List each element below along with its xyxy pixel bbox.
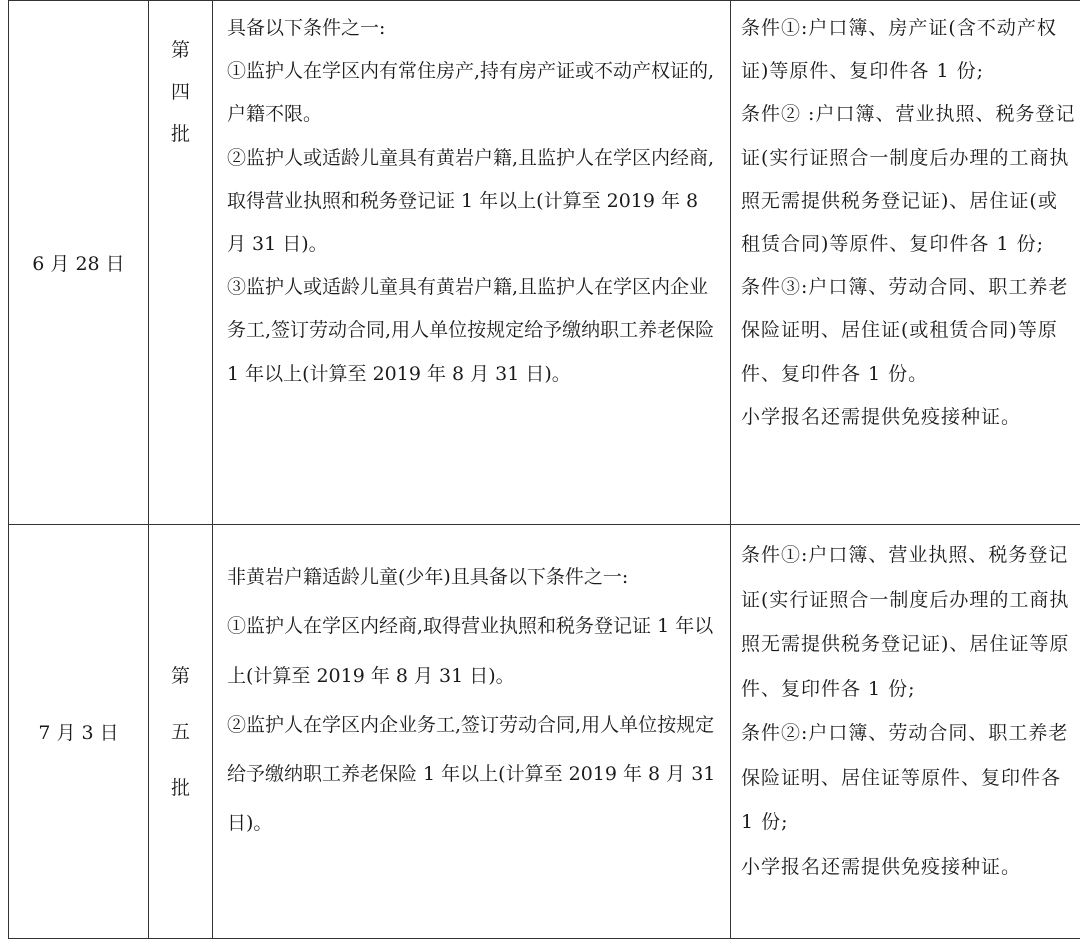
batch-char: 五 bbox=[171, 704, 190, 760]
requirements-cell bbox=[731, 1, 1080, 525]
condition-text: 具备以下条件之一: bbox=[227, 7, 720, 50]
batch-label bbox=[171, 648, 190, 816]
table-row bbox=[9, 1, 1080, 525]
batch-label bbox=[171, 29, 190, 155]
condition-text: 非黄岩户籍适龄儿童(少年)且具备以下条件之一: bbox=[227, 553, 720, 602]
conditions-cell bbox=[213, 1, 731, 525]
batch-char: 第 bbox=[171, 29, 190, 71]
date-cell: 7 月 3 日 bbox=[9, 525, 149, 939]
condition-text: ①监护人在学区内有常住房产,持有房产证或不动产权证的,户籍不限。 bbox=[227, 50, 720, 136]
batch-char: 第 bbox=[171, 648, 190, 704]
requirement-text: 条件② :户口簿、营业执照、税务登记证(实行证照合一制度后办理的工商执照无需提供税务登记证)、居住证(或租赁合同)等原件、复印件各 1 份; bbox=[741, 93, 1076, 266]
batch-char: 批 bbox=[171, 113, 190, 155]
condition-text: ②监护人或适龄儿童具有黄岩户籍,且监护人在学区内经商,取得营业执照和税务登记证 1 年以上(计算至 2019 年 8 月 31 日)。 bbox=[227, 137, 720, 267]
requirement-text: 小学报名还需提供免疫接种证。 bbox=[741, 845, 1076, 890]
table-row bbox=[9, 525, 1080, 939]
enrollment-table bbox=[8, 0, 1080, 939]
requirement-text: 条件①:户口簿、房产证(含不动产权证)等原件、复印件各 1 份; bbox=[741, 7, 1076, 93]
conditions-cell bbox=[213, 525, 731, 939]
requirements-cell bbox=[731, 525, 1080, 939]
condition-text: ①监护人在学区内经商,取得营业执照和税务登记证 1 年以上(计算至 2019 年 8 月 31 日)。 bbox=[227, 602, 720, 701]
requirement-text: 小学报名还需提供免疫接种证。 bbox=[741, 396, 1076, 439]
batch-char: 四 bbox=[171, 71, 190, 113]
batch-cell bbox=[149, 1, 213, 525]
requirement-text: 条件①:户口簿、营业执照、税务登记证(实行证照合一制度后办理的工商执照无需提供税务登记证)、居住证等原件、复印件各 1 份; bbox=[741, 533, 1076, 711]
condition-text: ②监护人在学区内企业务工,签订劳动合同,用人单位按规定给予缴纳职工养老保险 1 年以上(计算至 2019 年 8 月 31 日)。 bbox=[227, 701, 720, 849]
condition-text: ③监护人或适龄儿童具有黄岩户籍,且监护人在学区内企业务工,签订劳动合同,用人单位按规定给予缴纳职工养老保险 1 年以上(计算至 2019 年 8 月 31 日)。 bbox=[227, 266, 720, 396]
batch-cell bbox=[149, 525, 213, 939]
batch-char: 批 bbox=[171, 760, 190, 816]
requirement-text: 条件②:户口簿、劳动合同、职工养老保险证明、居住证等原件、复印件各 1 份; bbox=[741, 711, 1076, 845]
date-cell: 6 月 28 日 bbox=[9, 1, 149, 525]
requirement-text: 条件③:户口簿、劳动合同、职工养老保险证明、居住证(或租赁合同)等原件、复印件各 1 份。 bbox=[741, 266, 1076, 396]
